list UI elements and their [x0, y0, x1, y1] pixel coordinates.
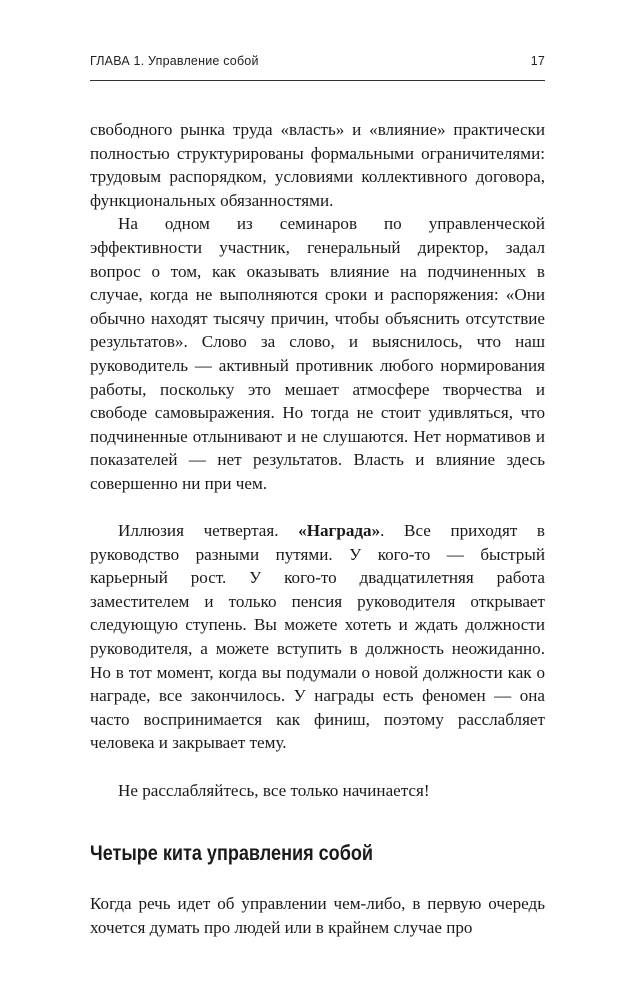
paragraph-closing-line: Не расслабляйтесь, все только начинается! [118, 780, 430, 800]
section-heading: Четыре кита управления собой [90, 842, 374, 866]
running-header [90, 54, 545, 72]
section-first-paragraph: Когда речь идет об управлении чем-либо, в первую очередь хочется думать про людей или в крайнем случае про [90, 894, 545, 937]
illusion-text: . Все приходят в руководство разными путями. У кого-то — быстрый карьерный рост. У кого-то двадцатилетняя работа заместителем и только пенсия руководителя открывает следующую ступень. Вы можете хотеть и ждать должности руководителя, а можете вступить в должность неожиданно. Но в тот момент, когда вы подумали о новой должности как о награде, все закончилось. У награды есть феномен — она часто воспринимается как финиш, поэтому расслабляет человека и закрывает тему. [90, 521, 546, 753]
header-rule [90, 80, 545, 81]
paragraph-continuation: свободного рынка труда «власть» и «влияние» практически полностью структурированы формальными ограничителями: трудовым распорядком, условиями коллективного договора, функциональных обязанностями. [90, 120, 545, 210]
paragraph-illusion-four [90, 519, 545, 755]
page-body [90, 118, 545, 939]
chapter-title: ГЛАВА 1. Управление собой [90, 54, 259, 68]
page-number: 17 [530, 54, 545, 68]
paragraph-seminar-example: На одном из семинаров по управленческой эффективности участник, генеральный директор, задал вопрос о том, как оказывать влияние на подчиненных в случае, когда не выполняются сроки и распоряжения: «Они обычно находят тысячу причин, чтобы объяснить отсутствие результатов». Слово за слово, и выяснилось, что наш руководитель — активный противник любого нормирования работы, поскольку это мешает атмосфере творчества и свободе самовыражения. Но тогда не стоит удивляться, что подчиненные отлынивают и не слушаются. Нет нормативов и показателей — нет результатов. Власть и влияние здесь совершенно ни при чем. [90, 214, 545, 493]
illusion-lead: Иллюзия четвертая. [118, 521, 299, 541]
illusion-term: «Награда» [298, 521, 381, 541]
